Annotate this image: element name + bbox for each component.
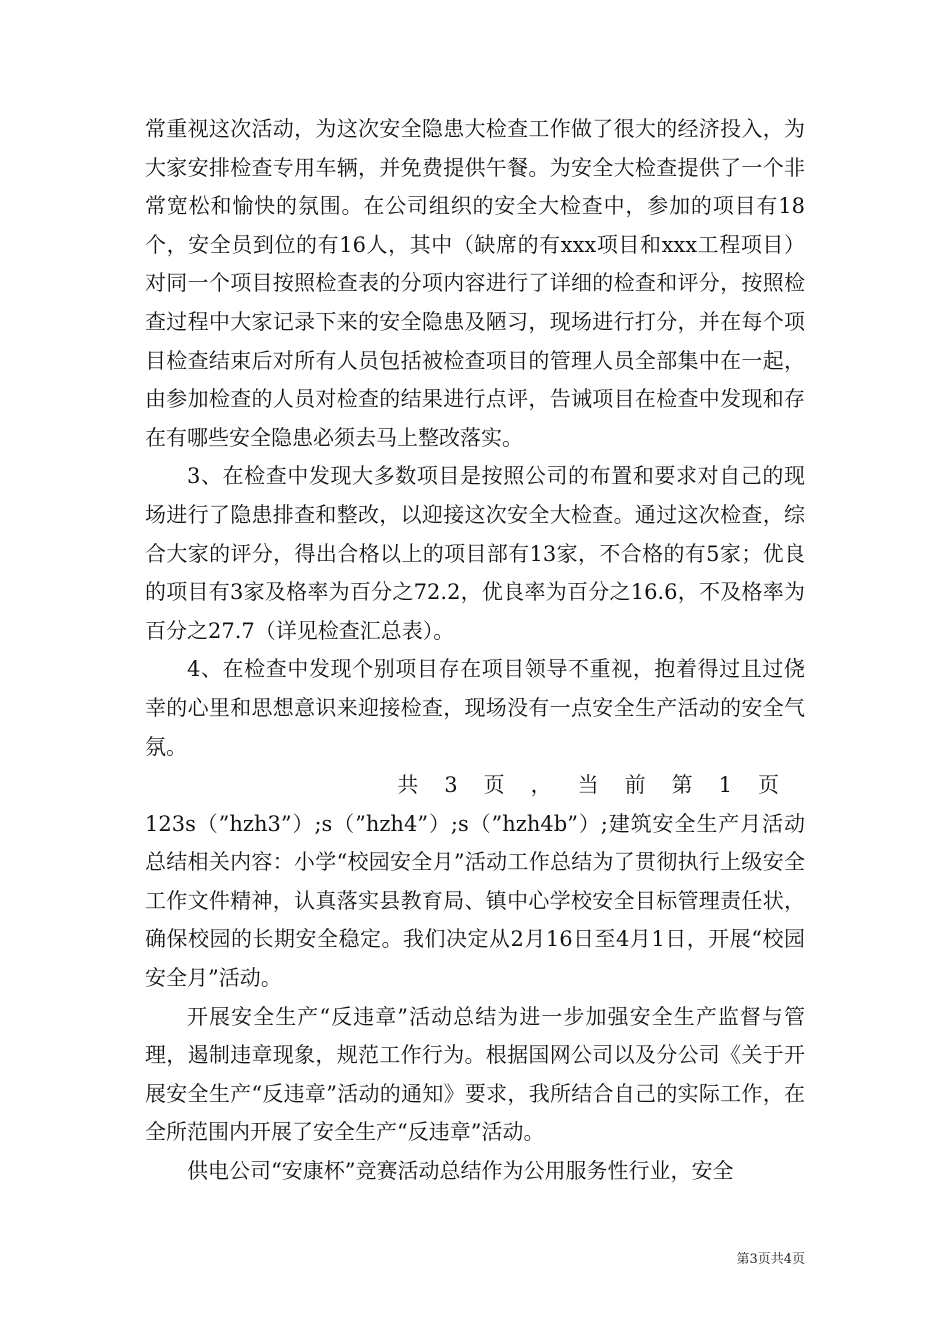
page-counter: 共3页，当前第1页 <box>397 773 805 798</box>
paragraph-1: 常重视这次活动，为这次安全隐患大检查工作做了很大的经济投入，为大家安排检查专用车辆，并免费提供午餐。为安全大检查提供了一个非常宽松和愉快的氛围。在公司组织的安全大检查中，参加的项目有18个，安全员到位的有16人，其中（缺席的有xxx项目和xxx工程项目）对同一个项目按照检查表的分项内容进行了详细的检查和评分，按照检查过程中大家记录下来的安全隐患及陋习，现场进行打分，并在每个项目检查结束后对所有人员包括被检查项目的管理人员全部集中在一起，由参加检查的人员对检查的结果进行点评，告诫项目在检查中发现和存在有哪些安全隐患必须去马上整改落实。 <box>145 117 805 450</box>
paragraph-5: 开展安全生产“反违章”活动总结为进一步加强安全生产监督与管理，遏制违章现象，规范工作行为。根据国网公司以及分公司《关于开展安全生产“反违章”活动的通知》要求，我所结合自己的实际工作，在全所范围内开展了安全生产“反违章”活动。 <box>145 1004 805 1145</box>
document-body <box>145 110 805 1191</box>
paragraph-4: 123s（”hzh3”）;s（”hzh4”）;s（”hzh4b”）;建筑安全生产月活动总结相关内容：小学“校园安全月”活动工作总结为了贯彻执行上级安全工作文件精神，认真落实县教育局、镇中心学校安全目标管理责任状，确保校园的长期安全稳定。我们决定从2月16日至4月1日，开展“校园安全月”活动。 <box>145 811 805 991</box>
paragraph-6: 供电公司“安康杯”竞赛活动总结作为公用服务性行业，安全 <box>187 1159 734 1184</box>
paragraph-3: 4、在检查中发现个别项目存在项目领导不重视，抱着得过且过侥幸的心里和思想意识来迎接检查，现场没有一点安全生产活动的安全气氛。 <box>145 657 805 759</box>
paragraph-2: 3、在检查中发现大多数项目是按照公司的布置和要求对自己的现场进行了隐患排查和整改，以迎接这次安全大检查。通过这次检查，综合大家的评分，得出合格以上的项目部有13家，不合格的有5家；优良的项目有3家及格率为百分之72.2，优良率为百分之16.6，不及格率为百分之27.7（详见检查汇总表）。 <box>145 464 805 643</box>
page-footer: 第3页共4页 <box>736 1252 805 1267</box>
